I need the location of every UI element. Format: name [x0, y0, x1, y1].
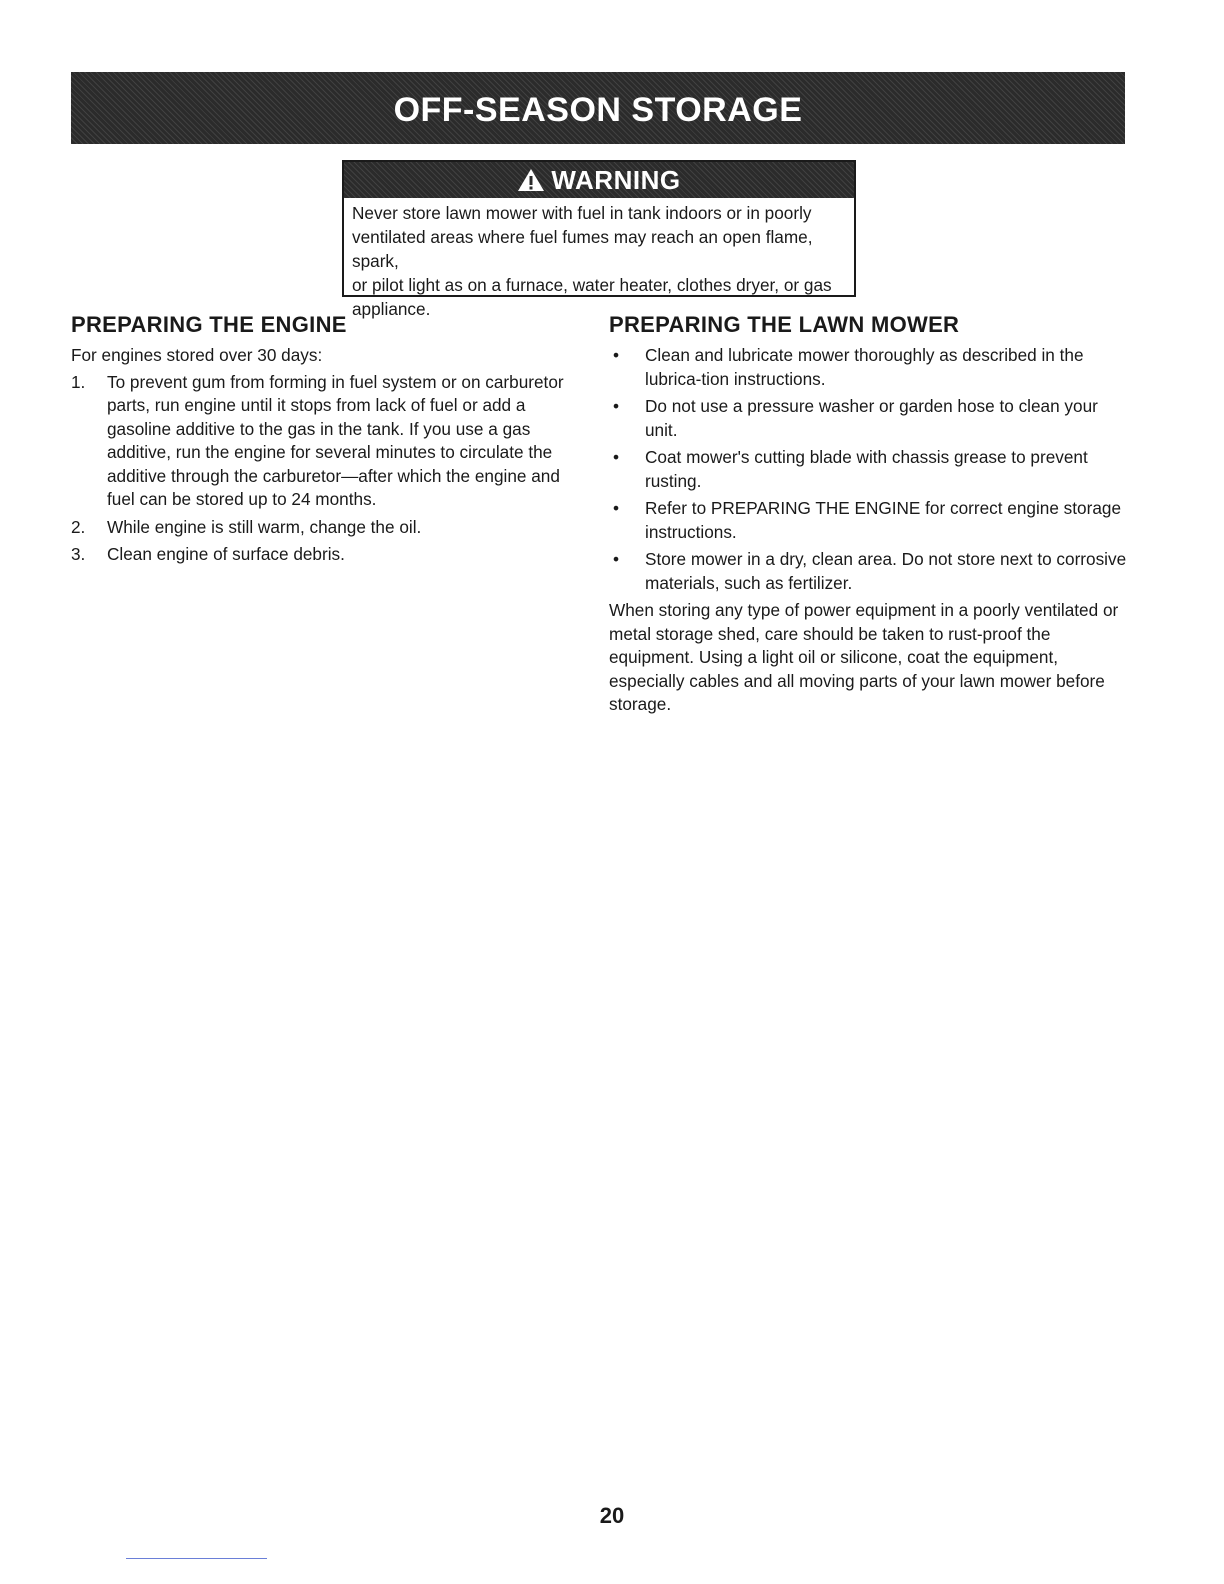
list-item	[71, 543, 576, 567]
page-number: 20	[599, 1503, 625, 1528]
warning-line: Never store lawn mower with fuel in tank indoors or in poorly	[352, 203, 812, 223]
page-title: OFF-SEASON STORAGE	[393, 90, 803, 129]
engine-heading: PREPARING THE ENGINE	[71, 312, 347, 337]
warning-title: WARNING	[551, 164, 681, 195]
warning-box	[342, 160, 856, 319]
bullet-icon: •	[613, 396, 620, 416]
warning-line: ventilated areas where fuel fumes may reach an open flame, spark,	[352, 227, 813, 271]
step-number: 3.	[71, 544, 86, 564]
list-item	[609, 395, 1129, 442]
step-text: Clean engine of surface debris.	[107, 544, 345, 564]
list-item	[71, 371, 576, 512]
warning-line: appliance.	[352, 299, 431, 319]
warning-triangle-icon	[517, 168, 545, 192]
mower-heading: PREPARING THE LAWN MOWER	[609, 312, 960, 337]
bullet-icon: •	[613, 498, 620, 518]
warning-header	[344, 162, 854, 198]
bullet-text: Do not use a pressure washer or garden hose to clean your unit.	[645, 396, 1098, 440]
step-number: 2.	[71, 516, 86, 537]
warning-line: or pilot light as on a furnace, water heater, clothes dryer, or gas	[352, 275, 832, 295]
bullet-text: Coat mower's cutting blade with chassis grease to prevent rusting.	[645, 447, 1088, 491]
bullet-text: Store mower in a dry, clean area. Do not store next to corrosive materials, such as fertilizer.	[645, 549, 1127, 593]
bullet-text: Clean and lubricate mower thoroughly as described in the lubrica-tion instructions.	[645, 345, 1084, 389]
mower-bullets	[609, 344, 1129, 595]
engine-steps	[71, 371, 576, 567]
footer-rule	[126, 1558, 267, 1559]
list-item	[609, 446, 1129, 493]
list-item	[71, 516, 576, 540]
bullet-icon: •	[613, 549, 620, 569]
storage-closing-paragraph: When storing any type of power equipment in a poorly ventilated or metal storage shed, care should be taken to rust-proof the equipment. Using a light oil or silicone, coat the equipment, especially cables and all moving parts of your lawn mower before storage.	[609, 600, 1119, 714]
bullet-icon: •	[613, 447, 620, 467]
mower-section	[609, 312, 1129, 720]
step-text: While engine is still warm, change the oil.	[107, 516, 422, 537]
bullet-icon: •	[613, 345, 620, 365]
engine-section	[71, 312, 576, 571]
step-text: To prevent gum from forming in fuel system or on carburetor parts, run engine until it stops from lack of fuel or add a gasoline additive to the gas in the tank. If you use a gas additive, run the engine for several minutes to circulate the additive through the carburetor—after which the engine and fuel can be stored up to 24 months.	[107, 371, 564, 509]
step-number: 1.	[71, 371, 86, 392]
list-item	[609, 548, 1129, 595]
bullet-text: Refer to PREPARING THE ENGINE for correct engine storage instructions.	[645, 498, 1122, 542]
warning-text	[344, 198, 854, 321]
section-banner	[71, 72, 1125, 144]
list-item	[609, 344, 1129, 391]
engine-intro: For engines stored over 30 days:	[71, 345, 323, 365]
list-item	[609, 497, 1129, 544]
